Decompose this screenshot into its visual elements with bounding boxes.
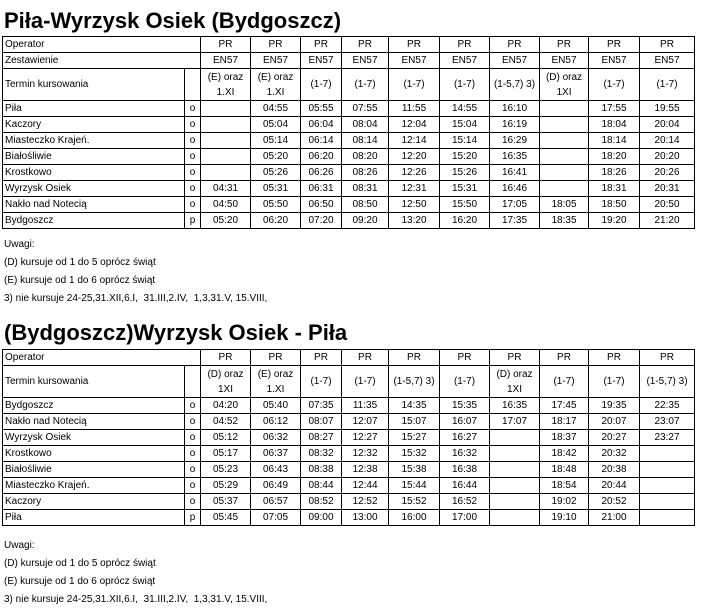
departure-time: 06:50: [301, 197, 342, 213]
departure-time: 05:29: [201, 478, 251, 494]
departure-time: 05:04: [251, 117, 301, 133]
departure-time: 16:10: [490, 101, 540, 117]
station-flag: o: [185, 197, 201, 213]
consist-cell: EN57: [640, 53, 695, 69]
departure-time: 08:27: [301, 430, 342, 446]
departure-time: 15:26: [440, 165, 490, 181]
departure-time: 16:38: [440, 462, 490, 478]
departure-time: 18:37: [540, 430, 589, 446]
station-flag: o: [185, 149, 201, 165]
station-name: Piła: [3, 510, 185, 526]
departure-time: 08:52: [301, 494, 342, 510]
departure-time: 18:50: [589, 197, 640, 213]
departure-time: 15:31: [440, 181, 490, 197]
departure-time: 17:00: [440, 510, 490, 526]
departure-time: 05:40: [251, 398, 301, 414]
station-row: [3, 117, 695, 133]
departure-time: 18:05: [540, 197, 589, 213]
departure-time: [201, 117, 251, 133]
departure-time: 20:38: [589, 462, 640, 478]
departure-time: 05:55: [301, 101, 342, 117]
departure-time: 13:00: [342, 510, 389, 526]
station-row: [3, 101, 695, 117]
departure-time: 18:14: [589, 133, 640, 149]
departure-time: [490, 494, 540, 510]
departure-time: 17:07: [490, 414, 540, 430]
station-flag: o: [185, 117, 201, 133]
departure-time: 06:49: [251, 478, 301, 494]
departure-time: 16:19: [490, 117, 540, 133]
departure-time: [201, 149, 251, 165]
departure-time: 05:23: [201, 462, 251, 478]
departure-time: 18:20: [589, 149, 640, 165]
operator-cell: PR: [540, 350, 589, 366]
departure-time: 08:32: [301, 446, 342, 462]
operator-cell: PR: [251, 350, 301, 366]
terms-row: [3, 69, 695, 101]
station-flag: o: [185, 165, 201, 181]
departure-time: 16:20: [440, 213, 490, 229]
station-row: [3, 462, 695, 478]
departure-time: 20:27: [589, 430, 640, 446]
terms-cell: (1-7): [301, 366, 342, 398]
timetable-title-bydgoszcz-pila: (Bydgoszcz)Wyrzysk Osiek - Piła: [4, 320, 348, 345]
departure-time: [640, 494, 695, 510]
departure-time: 08:04: [342, 117, 389, 133]
station-name: Miasteczko Krajeń.: [3, 133, 185, 149]
terms-flag-cell: [185, 69, 201, 101]
terms-cell: (D) oraz 1XI: [201, 366, 251, 398]
station-flag: o: [185, 414, 201, 430]
notes-section-2: [4, 537, 267, 609]
station-flag: o: [185, 181, 201, 197]
note-line: (E) kursuje od 1 do 6 oprócz świąt: [4, 576, 156, 587]
terms-flag-cell: [185, 366, 201, 398]
departure-time: 16:32: [440, 446, 490, 462]
station-name: Wyrzysk Osiek: [3, 181, 185, 197]
departure-time: 20:50: [640, 197, 695, 213]
departure-time: 15:38: [389, 462, 440, 478]
departure-time: 15:27: [389, 430, 440, 446]
departure-time: [490, 430, 540, 446]
departure-time: 15:07: [389, 414, 440, 430]
terms-cell: (1-7): [342, 69, 389, 101]
departure-time: [490, 462, 540, 478]
departure-time: 12:04: [389, 117, 440, 133]
station-row: [3, 213, 695, 229]
departure-time: 05:31: [251, 181, 301, 197]
departure-time: 17:35: [490, 213, 540, 229]
departure-time: 12:31: [389, 181, 440, 197]
departure-time: 05:20: [251, 149, 301, 165]
departure-time: 20:26: [640, 165, 695, 181]
departure-time: 05:26: [251, 165, 301, 181]
departure-time: 12:07: [342, 414, 389, 430]
departure-time: 19:55: [640, 101, 695, 117]
departure-time: 15:52: [389, 494, 440, 510]
departure-time: 06:31: [301, 181, 342, 197]
departure-time: 05:20: [201, 213, 251, 229]
timetable-bydgoszcz-pila: [2, 349, 695, 526]
departure-time: 06:20: [251, 213, 301, 229]
station-name: Kaczory: [3, 494, 185, 510]
departure-time: 12:44: [342, 478, 389, 494]
departure-time: 07:05: [251, 510, 301, 526]
station-flag: o: [185, 494, 201, 510]
note-line: 3) nie kursuje 24-25,31.XII,6.I, 31.III,2.IV, 1,3,31.V, 15.VIII,: [4, 594, 268, 605]
departure-time: 16:41: [490, 165, 540, 181]
terms-cell: (1-5,7) 3): [389, 366, 440, 398]
consist-label: Zestawienie: [3, 53, 201, 69]
departure-time: 08:50: [342, 197, 389, 213]
departure-time: 20:52: [589, 494, 640, 510]
station-row: [3, 197, 695, 213]
consist-cell: EN57: [589, 53, 640, 69]
station-row: [3, 133, 695, 149]
departure-time: 09:00: [301, 510, 342, 526]
departure-time: 05:45: [201, 510, 251, 526]
departure-time: [490, 478, 540, 494]
station-row: [3, 494, 695, 510]
departure-time: 20:04: [640, 117, 695, 133]
consist-cell: EN57: [251, 53, 301, 69]
terms-cell: (1-7): [440, 69, 490, 101]
station-name: Piła: [3, 101, 185, 117]
departure-time: 12:32: [342, 446, 389, 462]
terms-cell: (D) oraz 1XI: [490, 366, 540, 398]
station-name: Nakło nad Notecią: [3, 414, 185, 430]
departure-time: 12:50: [389, 197, 440, 213]
timetable-title-pila-bydgoszcz: Piła-Wyrzysk Osiek (Bydgoszcz): [4, 8, 342, 33]
terms-cell: (1-7): [440, 366, 490, 398]
terms-cell: (E) oraz 1.XI: [201, 69, 251, 101]
terms-cell: (1-7): [640, 69, 695, 101]
operator-cell: PR: [440, 350, 490, 366]
station-row: [3, 181, 695, 197]
operator-cell: PR: [342, 37, 389, 53]
departure-time: 08:31: [342, 181, 389, 197]
consist-cell: EN57: [389, 53, 440, 69]
departure-time: 16:27: [440, 430, 490, 446]
station-flag: o: [185, 478, 201, 494]
departure-time: 20:14: [640, 133, 695, 149]
departure-time: [540, 181, 589, 197]
station-row: [3, 446, 695, 462]
station-name: Miasteczko Krajeń.: [3, 478, 185, 494]
terms-row: [3, 366, 695, 398]
departure-time: 15:35: [440, 398, 490, 414]
operator-cell: PR: [201, 350, 251, 366]
notes-heading: Uwagi:: [4, 540, 35, 551]
departure-time: 16:52: [440, 494, 490, 510]
departure-time: 20:20: [640, 149, 695, 165]
operator-cell: PR: [201, 37, 251, 53]
notes-section-1: [4, 236, 267, 308]
operator-cell: PR: [589, 37, 640, 53]
notes-heading: Uwagi:: [4, 239, 35, 250]
departure-time: 18:26: [589, 165, 640, 181]
departure-time: 04:50: [201, 197, 251, 213]
departure-time: 06:43: [251, 462, 301, 478]
departure-time: 20:32: [589, 446, 640, 462]
departure-time: 16:35: [490, 149, 540, 165]
departure-time: 12:14: [389, 133, 440, 149]
departure-time: 08:38: [301, 462, 342, 478]
departure-time: 15:20: [440, 149, 490, 165]
operator-row: [3, 37, 695, 53]
terms-cell: (E) oraz 1.XI: [251, 69, 301, 101]
departure-time: 08:26: [342, 165, 389, 181]
departure-time: 21:20: [640, 213, 695, 229]
station-row: [3, 510, 695, 526]
departure-time: 12:27: [342, 430, 389, 446]
operator-cell: PR: [389, 37, 440, 53]
station-name: Białośliwie: [3, 149, 185, 165]
departure-time: 05:50: [251, 197, 301, 213]
departure-time: 04:31: [201, 181, 251, 197]
station-flag: p: [185, 213, 201, 229]
timetable-pila-bydgoszcz: [2, 36, 695, 229]
operator-cell: PR: [301, 350, 342, 366]
departure-time: 18:42: [540, 446, 589, 462]
terms-cell: (1-5,7) 3): [490, 69, 540, 101]
departure-time: [201, 101, 251, 117]
departure-time: 08:07: [301, 414, 342, 430]
departure-time: 19:10: [540, 510, 589, 526]
departure-time: 16:46: [490, 181, 540, 197]
consist-cell: EN57: [342, 53, 389, 69]
departure-time: 16:29: [490, 133, 540, 149]
operator-cell: PR: [540, 37, 589, 53]
departure-time: 16:35: [490, 398, 540, 414]
departure-time: 05:12: [201, 430, 251, 446]
departure-time: [540, 149, 589, 165]
departure-time: [640, 478, 695, 494]
station-row: [3, 414, 695, 430]
station-flag: o: [185, 133, 201, 149]
note-line: (D) kursuje od 1 do 5 oprócz świąt: [4, 558, 156, 569]
departure-time: [540, 133, 589, 149]
station-name: Wyrzysk Osiek: [3, 430, 185, 446]
departure-time: 05:14: [251, 133, 301, 149]
station-row: [3, 430, 695, 446]
departure-time: 11:55: [389, 101, 440, 117]
operator-row: [3, 350, 695, 366]
station-name: Bydgoszcz: [3, 398, 185, 414]
departure-time: 22:35: [640, 398, 695, 414]
departure-time: 06:37: [251, 446, 301, 462]
consist-cell: EN57: [490, 53, 540, 69]
departure-time: 18:54: [540, 478, 589, 494]
terms-cell: (1-7): [389, 69, 440, 101]
departure-time: 17:05: [490, 197, 540, 213]
departure-time: 20:31: [640, 181, 695, 197]
departure-time: 23:07: [640, 414, 695, 430]
departure-time: 18:48: [540, 462, 589, 478]
departure-time: [490, 510, 540, 526]
terms-label: Termin kursowania: [3, 69, 185, 101]
station-name: Kaczory: [3, 117, 185, 133]
departure-time: 15:50: [440, 197, 490, 213]
departure-time: 06:32: [251, 430, 301, 446]
station-flag: o: [185, 101, 201, 117]
departure-time: 15:14: [440, 133, 490, 149]
departure-time: 08:44: [301, 478, 342, 494]
departure-time: 06:12: [251, 414, 301, 430]
station-flag: o: [185, 462, 201, 478]
departure-time: 13:20: [389, 213, 440, 229]
departure-time: 23:27: [640, 430, 695, 446]
terms-cell: (1-5,7) 3): [640, 366, 695, 398]
operator-cell: PR: [640, 37, 695, 53]
operator-cell: PR: [490, 350, 540, 366]
departure-time: 06:04: [301, 117, 342, 133]
note-line: 3) nie kursuje 24-25,31.XII,6.I, 31.III,2.IV, 1,3,31.V, 15.VIII,: [4, 293, 268, 304]
departure-time: 12:52: [342, 494, 389, 510]
departure-time: 15:04: [440, 117, 490, 133]
departure-time: 19:20: [589, 213, 640, 229]
departure-time: [540, 117, 589, 133]
terms-cell: (1-7): [540, 366, 589, 398]
departure-time: 07:35: [301, 398, 342, 414]
departure-time: 06:20: [301, 149, 342, 165]
departure-time: 16:00: [389, 510, 440, 526]
departure-time: 04:52: [201, 414, 251, 430]
departure-time: 07:55: [342, 101, 389, 117]
departure-time: 19:02: [540, 494, 589, 510]
departure-time: 20:44: [589, 478, 640, 494]
departure-time: 07:20: [301, 213, 342, 229]
operator-cell: PR: [301, 37, 342, 53]
departure-time: 08:20: [342, 149, 389, 165]
consist-cell: EN57: [301, 53, 342, 69]
station-flag: o: [185, 446, 201, 462]
consist-row: [3, 53, 695, 69]
note-line: (D) kursuje od 1 do 5 oprócz świąt: [4, 257, 156, 268]
departure-time: 11:35: [342, 398, 389, 414]
station-name: Krostkowo: [3, 165, 185, 181]
departure-time: 06:57: [251, 494, 301, 510]
operator-cell: PR: [342, 350, 389, 366]
departure-time: 16:44: [440, 478, 490, 494]
departure-time: 17:45: [540, 398, 589, 414]
operator-label: Operator: [3, 350, 201, 366]
departure-time: 12:38: [342, 462, 389, 478]
departure-time: 04:55: [251, 101, 301, 117]
departure-time: [640, 510, 695, 526]
terms-label: Termin kursowania: [3, 366, 185, 398]
departure-time: [540, 101, 589, 117]
departure-time: 12:20: [389, 149, 440, 165]
departure-time: 18:35: [540, 213, 589, 229]
departure-time: [201, 165, 251, 181]
departure-time: 15:44: [389, 478, 440, 494]
consist-cell: EN57: [540, 53, 589, 69]
departure-time: 16:07: [440, 414, 490, 430]
departure-time: 12:26: [389, 165, 440, 181]
terms-cell: (1-7): [589, 366, 640, 398]
departure-time: 18:17: [540, 414, 589, 430]
departure-time: 18:04: [589, 117, 640, 133]
departure-time: 15:32: [389, 446, 440, 462]
departure-time: 09:20: [342, 213, 389, 229]
station-row: [3, 165, 695, 181]
departure-time: 14:35: [389, 398, 440, 414]
station-flag: p: [185, 510, 201, 526]
station-row: [3, 149, 695, 165]
station-flag: o: [185, 398, 201, 414]
departure-time: [640, 462, 695, 478]
terms-cell: (1-7): [342, 366, 389, 398]
operator-cell: PR: [440, 37, 490, 53]
operator-label: Operator: [3, 37, 201, 53]
departure-time: [490, 446, 540, 462]
operator-cell: PR: [589, 350, 640, 366]
operator-cell: PR: [389, 350, 440, 366]
departure-time: 06:14: [301, 133, 342, 149]
departure-time: [640, 446, 695, 462]
station-row: [3, 478, 695, 494]
operator-cell: PR: [251, 37, 301, 53]
operator-cell: PR: [490, 37, 540, 53]
station-name: Nakło nad Notecią: [3, 197, 185, 213]
station-flag: o: [185, 430, 201, 446]
departure-time: 05:37: [201, 494, 251, 510]
departure-time: 20:07: [589, 414, 640, 430]
terms-cell: (1-7): [589, 69, 640, 101]
terms-cell: (E) oraz 1.XI: [251, 366, 301, 398]
departure-time: 06:26: [301, 165, 342, 181]
terms-cell: (1-7): [301, 69, 342, 101]
station-row: [3, 398, 695, 414]
departure-time: 18:31: [589, 181, 640, 197]
departure-time: 04:20: [201, 398, 251, 414]
operator-cell: PR: [640, 350, 695, 366]
consist-cell: EN57: [201, 53, 251, 69]
departure-time: 17:55: [589, 101, 640, 117]
consist-cell: EN57: [440, 53, 490, 69]
terms-cell: (D) oraz 1XI: [540, 69, 589, 101]
departure-time: 05:17: [201, 446, 251, 462]
departure-time: [540, 165, 589, 181]
station-name: Bydgoszcz: [3, 213, 185, 229]
note-line: (E) kursuje od 1 do 6 oprócz świąt: [4, 275, 156, 286]
station-name: Krostkowo: [3, 446, 185, 462]
departure-time: 14:55: [440, 101, 490, 117]
departure-time: 08:14: [342, 133, 389, 149]
departure-time: [201, 133, 251, 149]
departure-time: 19:35: [589, 398, 640, 414]
station-name: Białośliwie: [3, 462, 185, 478]
departure-time: 21:00: [589, 510, 640, 526]
